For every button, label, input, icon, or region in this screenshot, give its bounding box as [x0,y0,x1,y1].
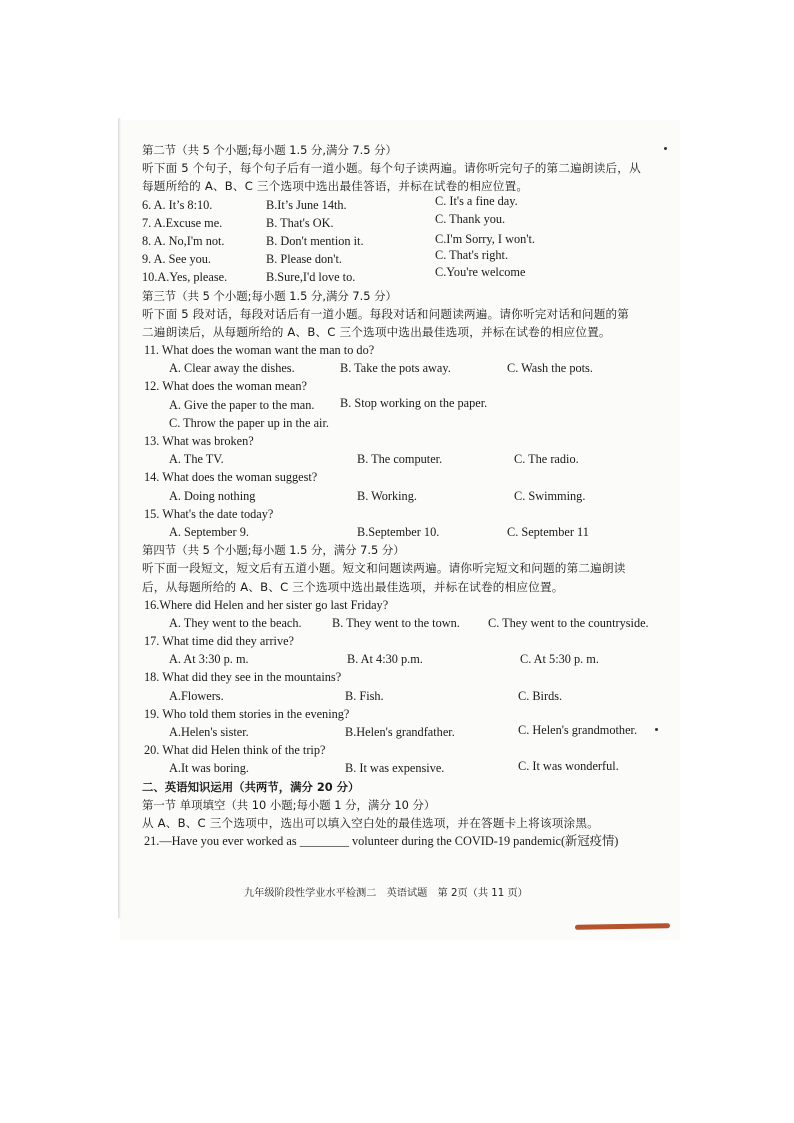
section3-instruction-line1: 听下面 5 段对话，每段对话后有一道小题。每段对话和问题读两遍。请你听完对话和问题的第 [142,306,630,321]
question-19-stem: 19. Who told them stories in the evening? [144,706,350,721]
question-12-options-row2 [142,414,662,432]
question-11-options [142,359,662,377]
option-b: B. Stop working on the paper. [340,395,488,410]
question-11-stem: 11. What does the woman want the man to do? [144,343,375,358]
question-13-options [142,450,662,468]
question-18-options [142,687,662,705]
option-b: B.Helen's grandfather. [345,725,455,739]
option-c: C. It was wonderful. [518,759,619,774]
option-a: 6. A. It’s 8:10. [142,197,213,212]
option-c: C. That's right. [435,248,509,263]
question-12-stem: 12. What does the woman mean? [144,379,307,394]
question-6 [142,193,662,214]
paper-edge-shadow [118,118,121,918]
option-a: A. Clear away the dishes. [169,361,295,376]
question-15-options [142,523,662,541]
option-a: 8. A. No,I'm not. [142,233,225,248]
scan-speck [655,728,658,731]
question-19-options [142,723,662,741]
option-c: C.I'm Sorry, I won't. [435,231,535,246]
question-18-stem: 18. What did they see in the mountains? [144,670,342,685]
option-b: B. It was expensive. [345,761,445,776]
part2-instruction: 从 A、B、C 三个选项中，选出可以填入空白处的最佳选项，并在答题卡上将该项涂黑。 [142,815,599,830]
option-a: 10.A.Yes, please. [142,270,228,285]
question-8 [142,232,662,250]
section4-instruction-line2: 后，从每题所给的 A、B、C 三个选项中选出最佳选项，并标在试卷的相应位置。 [142,579,564,594]
section2-instruction-line2: 每题所给的 A、B、C 三个选项中选出最佳答语，并标在试卷的相应位置。 [142,179,529,194]
option-a: A. September 9. [169,524,249,539]
option-b: B. Don't mention it. [266,233,364,248]
option-b: B.It’s June 14th. [266,197,347,212]
option-c: C. Wash the pots. [507,361,593,376]
question-14-stem: 14. What does the woman suggest? [144,470,318,485]
page-footer: 九年级阶段性学业水平检测二 英语试题 第 2页（共 11 页） [244,888,528,899]
part2-title: 二、英语知识运用（共两节，满分 20 分） [142,779,360,794]
option-b: B. Please don't. [266,252,342,267]
option-b: B. They went to the town. [332,615,460,630]
option-a: A. Give the paper to the man. [169,397,315,412]
question-16-options [142,614,662,632]
part2-subsection1-title: 第一节 单项填空（共 10 小题;每小题 1 分，满分 10 分） [142,797,436,812]
question-14-options [142,487,662,505]
question-17-stem: 17. What time did they arrive? [144,634,295,649]
question-16-stem: 16.Where did Helen and her sister go last Friday? [144,597,389,612]
option-c: C. Birds. [518,688,563,703]
option-a: A.Flowers. [169,688,224,703]
question-12-options [142,396,662,414]
question-10 [142,265,662,286]
option-c: C. It's a fine day. [435,193,518,208]
section4-instruction-line1: 听下面一段短文，短文后有五道小题。短文和问题读两遍。请你听完短文和问题的第二遍朗读 [142,561,626,576]
option-a: A. At 3:30 p. m. [169,652,249,667]
option-a: 7. A.Excuse me. [142,215,223,230]
question-17-options [142,650,662,668]
option-a: A.Helen's sister. [169,725,249,739]
option-a: A. Doing nothing [169,488,256,503]
section4-title: 第四节（共 5 个小题;每小题 1.5 分，满分 7.5 分） [142,543,405,558]
option-c: C. Thank you. [435,211,506,226]
option-c: C. At 5:30 p. m. [520,652,599,667]
option-c: C. Throw the paper up in the air. [169,415,329,430]
question-20-stem: 20. What did Helen think of the trip? [144,743,326,758]
option-b: B. Working. [357,488,417,503]
option-b: B.Sure,I'd love to. [266,270,356,285]
option-c: C.You're welcome [435,265,526,280]
option-b: B. Take the pots away. [340,361,451,376]
question-9 [142,250,662,268]
option-c: C. Swimming. [514,488,586,503]
option-c: C. They went to the countryside. [488,615,649,630]
option-c: C. Helen's grandmother. [518,723,638,737]
option-b: B. At 4:30 p.m. [347,652,423,667]
scan-speck [664,147,667,150]
option-a: A. The TV. [169,452,224,467]
exam-page-content [142,141,662,850]
option-c: C. The radio. [514,452,579,467]
option-a: 9. A. See you. [142,252,211,267]
section3-title: 第三节（共 5 个小题;每小题 1.5 分,满分 7.5 分） [142,288,397,303]
question-15-stem: 15. What's the date today? [144,506,274,521]
option-b: B. Fish. [345,688,384,703]
option-b: B.September 10. [357,524,440,539]
section3-instruction-line2: 二遍朗读后，从每题所给的 A、B、C 三个选项中选出最佳选项，并标在试卷的相应位置。 [142,324,611,339]
section2-instruction-line1: 听下面 5 个句子，每个句子后有一道小题。每个句子读两遍。请你听完句子的第二遍朗读后，从 [142,161,641,176]
question-20-options [142,759,662,777]
option-b: B. The computer. [357,452,443,467]
question-7 [142,211,662,232]
option-c: C. September 11 [507,524,589,539]
option-a: A. They went to the beach. [169,615,302,630]
question-21-stem: 21.—Have you ever worked as ________ volunteer during the COVID-19 pandemic(新冠疫情) [144,834,619,849]
option-b: B. That's OK. [266,215,334,230]
option-a: A.It was boring. [169,761,249,776]
section2-title: 第二节（共 5 个小题;每小题 1.5 分,满分 7.5 分） [142,143,397,157]
question-13-stem: 13. What was broken? [144,434,254,448]
